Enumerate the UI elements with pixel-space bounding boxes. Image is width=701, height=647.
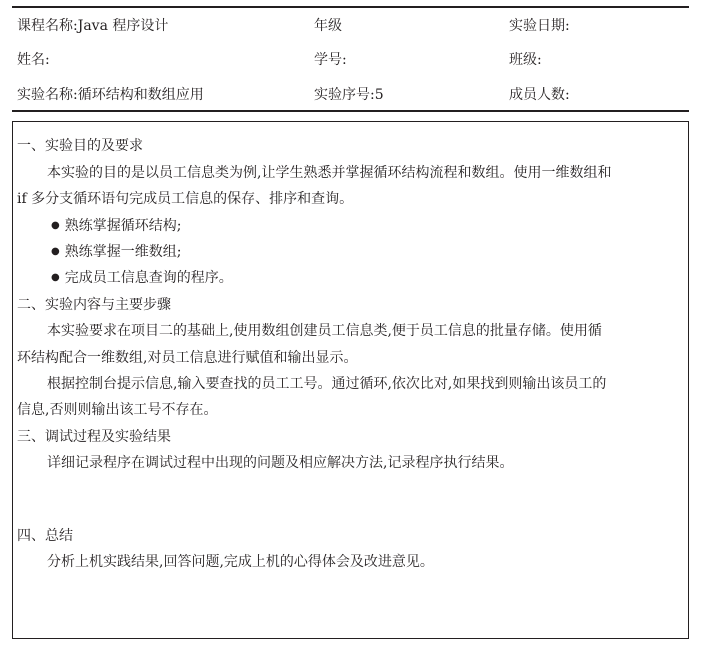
header-top-rule <box>12 6 689 8</box>
objectives-paragraph-line-1: 本实验的目的是以员工信息类为例,让学生熟悉并掌握循环结构流程和数组。使用一维数组和 <box>47 165 612 181</box>
objective-bullet: ● 完成员工信息查询的程序。 <box>51 268 233 290</box>
content-paragraph-2-line-1: 根据控制台提示信息,输入要查找的员工工号。通过循环,依次比对,如果找到则输出该员工的 <box>47 376 607 392</box>
section-title-content-steps: 二、实验内容与主要步骤 <box>17 297 171 313</box>
student-id-field: 学号: <box>314 52 347 68</box>
content-paragraph-2-line-2: 信息,否则则输出该工号不存在。 <box>17 402 218 418</box>
section-title-objectives: 一、实验目的及要求 <box>17 138 143 154</box>
content-paragraph-1-line-2: 环结构配合一维数组,对员工信息进行赋值和输出显示。 <box>17 350 358 366</box>
member-count-field: 成员人数: <box>509 87 570 103</box>
section-title-debugging-results: 三、调试过程及实验结果 <box>17 429 171 445</box>
student-name-field: 姓名: <box>17 52 50 68</box>
report-content-box <box>12 121 689 639</box>
section-title-summary: 四、总结 <box>17 528 73 544</box>
course-name-field: 课程名称:Java 程序设计 <box>17 18 169 34</box>
experiment-name-field: 实验名称:循环结构和数组应用 <box>17 87 204 103</box>
summary-paragraph: 分析上机实践结果,回答问题,完成上机的心得体会及改进意见。 <box>47 554 434 570</box>
content-paragraph-1-line-1: 本实验要求在项目二的基础上,使用数组创建员工信息类,便于员工信息的批量存储。使用循 <box>47 323 602 339</box>
experiment-number-field: 实验序号:5 <box>314 87 384 103</box>
header-bottom-rule <box>12 110 689 112</box>
class-field: 班级: <box>509 52 542 68</box>
grade-field: 年级 <box>314 18 342 34</box>
debugging-paragraph: 详细记录程序在调试过程中出现的问题及相应解决方法,记录程序执行结果。 <box>47 455 514 471</box>
objective-bullet: ● 熟练掌握一维数组; <box>51 242 181 264</box>
experiment-date-field: 实验日期: <box>509 18 570 34</box>
objective-bullet: ● 熟练掌握循环结构; <box>51 216 181 238</box>
objectives-paragraph-line-2: if 多分支循环语句完成员工信息的保存、排序和查询。 <box>17 191 354 207</box>
